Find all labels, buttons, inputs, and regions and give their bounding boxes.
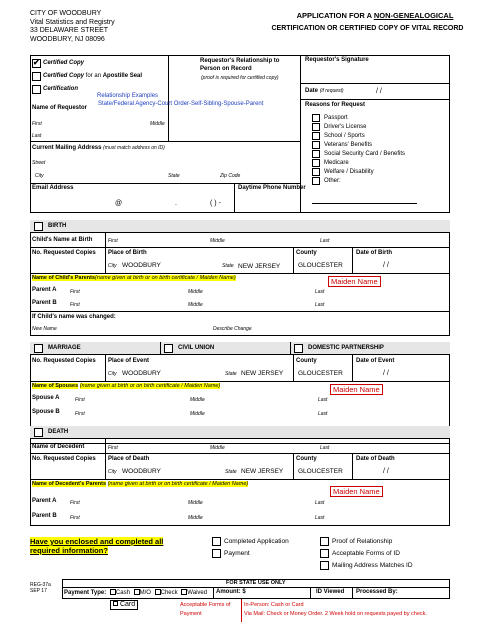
first-hint: First xyxy=(75,397,85,403)
maiden-name-label: Maiden Name xyxy=(330,384,383,395)
divider xyxy=(293,453,294,479)
completed-application-label: Completed Application xyxy=(224,538,289,545)
date-slashes: / / xyxy=(383,262,389,269)
last-hint: Last xyxy=(315,302,325,308)
amount-label: Amount: $ xyxy=(216,589,246,595)
middle-hint: Middle xyxy=(188,500,203,506)
divider xyxy=(30,381,450,382)
reason-checkbox[interactable] xyxy=(312,123,320,131)
marriage-heading: MARRIAGE xyxy=(48,345,81,351)
describe-change-hint: Describe Change xyxy=(213,326,252,332)
state-use-title: FOR STATE USE ONLY xyxy=(226,580,286,586)
card-checkbox[interactable] xyxy=(113,601,118,606)
proof-relationship-checkbox[interactable] xyxy=(320,537,329,546)
middle-name-hint: Middle xyxy=(150,121,165,127)
divider xyxy=(30,273,450,274)
first-hint: First xyxy=(75,411,85,417)
reason-checkbox[interactable] xyxy=(312,168,320,176)
state-value: NEW JERSEY xyxy=(241,370,284,377)
reason-checkbox[interactable] xyxy=(312,150,320,158)
reasons-title: Reasons for Request xyxy=(305,102,366,108)
county-value: GLOUCESTER xyxy=(298,262,343,269)
form-code-line1: REG-37a xyxy=(30,582,51,588)
state-value: NEW JERSEY xyxy=(241,468,284,475)
divider xyxy=(300,83,450,84)
death-header-bar xyxy=(30,426,450,439)
state-hint: State xyxy=(225,371,237,377)
city-value: WOODBURY xyxy=(122,262,161,269)
divider xyxy=(213,587,214,599)
apostille-post: Apostille Seal xyxy=(102,73,143,79)
divider xyxy=(30,453,450,454)
spouses-title-text: Name of Spouses xyxy=(32,383,79,389)
decedent-parents-note: (name given at birth or on birth certificate / Maiden Name) xyxy=(107,481,249,487)
divider xyxy=(234,183,235,213)
maiden-name-label: Maiden Name xyxy=(328,276,381,287)
reason-label: Medicare xyxy=(324,160,349,166)
death-checkbox[interactable] xyxy=(34,428,43,437)
address-line: 33 DELAWARE STREET xyxy=(30,27,109,34)
divider xyxy=(352,453,353,479)
middle-hint: Middle xyxy=(190,397,205,403)
phone-format: ( ) - xyxy=(210,200,221,207)
state-value: NEW JERSEY xyxy=(238,263,281,270)
date-slashes: / / xyxy=(383,370,389,377)
question-line2: required information? xyxy=(30,546,108,555)
other-reason-line xyxy=(312,203,417,204)
mailing-text: Current Mailing Address xyxy=(32,145,102,151)
city-hint: City xyxy=(108,263,117,269)
state-hint: State xyxy=(168,173,180,179)
acceptable-id-checkbox[interactable] xyxy=(320,549,329,558)
marriage-header-bar xyxy=(30,342,450,355)
last-hint: Last xyxy=(315,289,325,295)
office-address xyxy=(30,10,115,44)
address-line: WOODBURY, NJ 08096 xyxy=(30,35,105,43)
first-hint: First xyxy=(70,302,80,308)
mailing-note: (must match address on ID) xyxy=(103,145,165,151)
city-hint: City xyxy=(108,469,117,475)
domestic-partnership-checkbox[interactable] xyxy=(294,344,303,353)
city-hint: City xyxy=(35,173,44,179)
certified-copy-label: Certified Copy xyxy=(43,60,85,66)
payment-type-label: Payment Type: xyxy=(64,590,107,596)
signature-label: Requestor's Signature xyxy=(305,57,369,63)
middle-hint: Middle xyxy=(188,302,203,308)
relationship-examples-label: Relationship Examples xyxy=(97,93,159,99)
form-subtitle: CERTIFICATION OR CERTIFIED COPY OF VITAL RECORD xyxy=(271,25,464,32)
date-slashes: / / xyxy=(376,88,382,95)
email-at: @ xyxy=(115,200,123,207)
card-label: Card xyxy=(119,601,136,608)
proof-relationship-label: Proof of Relationship xyxy=(332,538,393,545)
num-copies-label: No. Requested Copies xyxy=(32,250,96,256)
requestor-name-label: Name of Requestor xyxy=(32,105,88,111)
date-of-birth-label: Date of Birth xyxy=(356,250,392,256)
certified-copy-checkbox[interactable] xyxy=(32,59,41,68)
city-value: WOODBURY xyxy=(122,370,161,377)
decedent-parents-text: Name of Decedent's Parents xyxy=(32,481,107,487)
apostille-pre: Certified Copy xyxy=(43,73,85,79)
reason-checkbox[interactable] xyxy=(312,141,320,149)
zip-hint: Zip Code xyxy=(220,173,241,179)
payment-type-row xyxy=(64,589,207,596)
card-option[interactable] xyxy=(110,600,138,610)
middle-hint: Middle xyxy=(210,238,225,244)
divider xyxy=(310,587,311,599)
first-hint: First xyxy=(70,515,80,521)
parents-title xyxy=(32,275,236,281)
first-hint: First xyxy=(108,238,118,244)
parent-b-label: Parent B xyxy=(32,513,57,519)
divider xyxy=(168,55,169,141)
city-hint: City xyxy=(108,371,117,377)
apostille-label xyxy=(43,73,142,79)
email-dot: . xyxy=(175,200,177,207)
last-hint: Last xyxy=(320,238,330,244)
marriage-checkbox[interactable] xyxy=(34,344,43,353)
county-label: County xyxy=(296,358,317,364)
phone-label: Daytime Phone Number xyxy=(238,185,306,191)
processed-by-label: Processed By: xyxy=(356,589,398,595)
date-hint: (if request) xyxy=(319,88,344,94)
mo-label: M/O xyxy=(139,590,151,596)
decedent-parents-title xyxy=(32,481,248,487)
address-matches-label: Mailing Address Matches ID xyxy=(332,562,413,569)
acceptable-id-label: Acceptable Forms of ID xyxy=(332,550,400,557)
relationship-examples-list: State/Federal Agency-Court Order-Self-Sibling-Spouse-Parent xyxy=(98,101,264,107)
reason-label: Veterans' Benefits xyxy=(324,142,373,148)
last-hint: Last xyxy=(318,397,328,403)
divider xyxy=(105,247,106,273)
date-label xyxy=(305,88,344,94)
spouse-b-label: Spouse B xyxy=(32,409,60,415)
cash-label: Cash xyxy=(115,590,130,596)
title-prefix: APPLICATION FOR A xyxy=(296,11,374,20)
civil-union-checkbox[interactable] xyxy=(164,344,173,353)
county-value: GLOUCESTER xyxy=(298,468,343,475)
death-section xyxy=(30,426,450,526)
parent-a-label: Parent A xyxy=(32,498,57,504)
divider xyxy=(30,311,450,312)
middle-hint: Middle xyxy=(188,515,203,521)
last-hint: Last xyxy=(318,411,328,417)
enclosed-question xyxy=(30,537,163,555)
divider xyxy=(293,247,294,273)
divider xyxy=(105,233,106,247)
middle-hint: Middle xyxy=(188,289,203,295)
reason-label: School / Sports xyxy=(324,133,365,139)
mailing-address-label xyxy=(32,145,165,151)
waived-label: Waived xyxy=(187,590,208,596)
form-title xyxy=(270,11,480,20)
divider xyxy=(160,342,161,355)
domestic-partnership-heading: DOMESTIC PARTNERSHIP xyxy=(308,345,384,351)
divider xyxy=(290,342,291,355)
state-hint: State xyxy=(225,469,237,475)
spouse-a-label: Spouse A xyxy=(32,395,60,401)
reason-checkbox[interactable] xyxy=(312,114,320,122)
divider xyxy=(300,99,450,100)
county-label: County xyxy=(296,250,317,256)
city-value: WOODBURY xyxy=(122,468,161,475)
state-hint: State xyxy=(222,263,234,269)
date-of-death-label: Date of Death xyxy=(356,456,395,462)
divider xyxy=(30,479,450,480)
divider xyxy=(352,247,353,273)
divider xyxy=(105,453,106,479)
middle-hint: Middle xyxy=(190,411,205,417)
reason-checkbox[interactable] xyxy=(312,159,320,167)
address-line: CITY OF WOODBURY xyxy=(30,10,102,17)
last-name-hint: Last xyxy=(32,133,42,139)
last-hint: Last xyxy=(320,445,330,451)
acceptable-payment-note xyxy=(180,601,230,619)
place-of-birth-label: Place of Birth xyxy=(108,250,147,256)
apostille-mid: for an xyxy=(84,73,103,79)
last-hint: Last xyxy=(315,500,325,506)
viamail-line: Via Mail: Check or Money Order. 2 Week hold on requests payed by check. xyxy=(244,611,427,617)
payment-label: Payment xyxy=(224,550,250,557)
parent-b-label: Parent B xyxy=(32,300,57,306)
first-hint: First xyxy=(70,500,80,506)
relationship-line1: Requestor's Relationship to xyxy=(200,58,280,64)
divider xyxy=(293,355,294,381)
date-slashes: / / xyxy=(383,468,389,475)
last-hint: Last xyxy=(315,515,325,521)
birth-heading: BIRTH xyxy=(48,223,67,229)
divider xyxy=(352,587,353,599)
check-mark: ✔ xyxy=(33,58,40,67)
parents-title-text: Name of Child's Parents xyxy=(32,275,96,281)
first-name-hint: First xyxy=(32,121,42,127)
address-matches-checkbox[interactable] xyxy=(320,561,329,570)
childs-name-label: Child's Name at Birth xyxy=(32,237,93,243)
decedent-name-label: Name of Decedent xyxy=(32,444,85,450)
acceptable-line1: Acceptable Forms of xyxy=(180,602,231,608)
certification-checkbox[interactable] xyxy=(32,85,41,94)
num-copies-label: No. Requested Copies xyxy=(32,456,96,462)
divider xyxy=(30,141,300,142)
form-code xyxy=(30,582,51,594)
payment-methods-note xyxy=(244,601,427,619)
divider xyxy=(30,183,300,184)
death-heading: DEATH xyxy=(48,429,69,435)
parent-a-label: Parent A xyxy=(32,287,57,293)
birth-checkbox[interactable] xyxy=(34,222,43,231)
civil-union-heading: CIVIL UNION xyxy=(178,345,215,351)
place-of-event-label: Place of Event xyxy=(108,358,150,364)
reason-label: Passport xyxy=(324,115,348,121)
spouses-note: (name given at birth or on birth certificate / Maiden Name) xyxy=(79,383,221,389)
num-copies-label: No. Requested Copies xyxy=(32,358,96,364)
date-text: Date xyxy=(305,88,319,94)
reason-label: Welfare / Disability xyxy=(324,169,374,175)
divider xyxy=(30,247,450,248)
reason-checkbox[interactable] xyxy=(312,132,320,140)
address-line: Vital Statistics and Registry xyxy=(30,18,115,26)
birth-header-bar xyxy=(30,220,450,233)
apostille-checkbox[interactable] xyxy=(32,72,41,81)
question-line1: Have you enclosed and completed all xyxy=(30,537,164,546)
divider xyxy=(241,599,242,622)
county-label: County xyxy=(296,456,317,462)
title-underlined: NON-GENEALOGICAL xyxy=(373,11,454,20)
payment-checkbox[interactable] xyxy=(212,549,221,558)
acceptable-line2: Payment xyxy=(180,611,202,617)
proof-note: (proof is required for certified copy) xyxy=(201,75,279,81)
maiden-name-label: Maiden Name xyxy=(330,486,383,497)
spouses-title xyxy=(32,383,220,389)
name-changed-label: If Child's name was changed: xyxy=(32,314,116,320)
reason-checkbox[interactable] xyxy=(312,177,320,185)
middle-hint: Middle xyxy=(210,445,225,451)
reason-label: Other: xyxy=(324,178,341,184)
new-name-hint: New Name xyxy=(32,326,57,332)
inperson-line: In-Person: Cash or Card xyxy=(244,602,304,608)
divider xyxy=(105,355,106,381)
relationship-header xyxy=(200,57,279,73)
first-hint: First xyxy=(70,289,80,295)
divider xyxy=(352,355,353,381)
divider xyxy=(105,439,106,453)
divider xyxy=(62,587,450,588)
certification-label: Certification xyxy=(43,86,79,92)
county-value: GLOUCESTER xyxy=(298,370,343,377)
date-of-event-label: Date of Event xyxy=(356,358,395,364)
email-label: Email Address xyxy=(32,185,74,191)
reason-label: Driver's License xyxy=(324,124,367,130)
first-hint: First xyxy=(108,445,118,451)
parents-note: (name given at birth or on birth certificate / Maiden Name) xyxy=(95,275,236,281)
street-hint: Street xyxy=(32,160,46,166)
reason-label: Social Security Card / Benefits xyxy=(324,151,406,157)
check-label: Check xyxy=(160,590,178,596)
place-of-death-label: Place of Death xyxy=(108,456,150,462)
completed-application-checkbox[interactable] xyxy=(212,537,221,546)
id-viewed-label: ID Viewed xyxy=(316,589,345,595)
relationship-line2: Person on Record xyxy=(200,66,252,72)
form-code-line2: SEP 17 xyxy=(30,588,47,594)
